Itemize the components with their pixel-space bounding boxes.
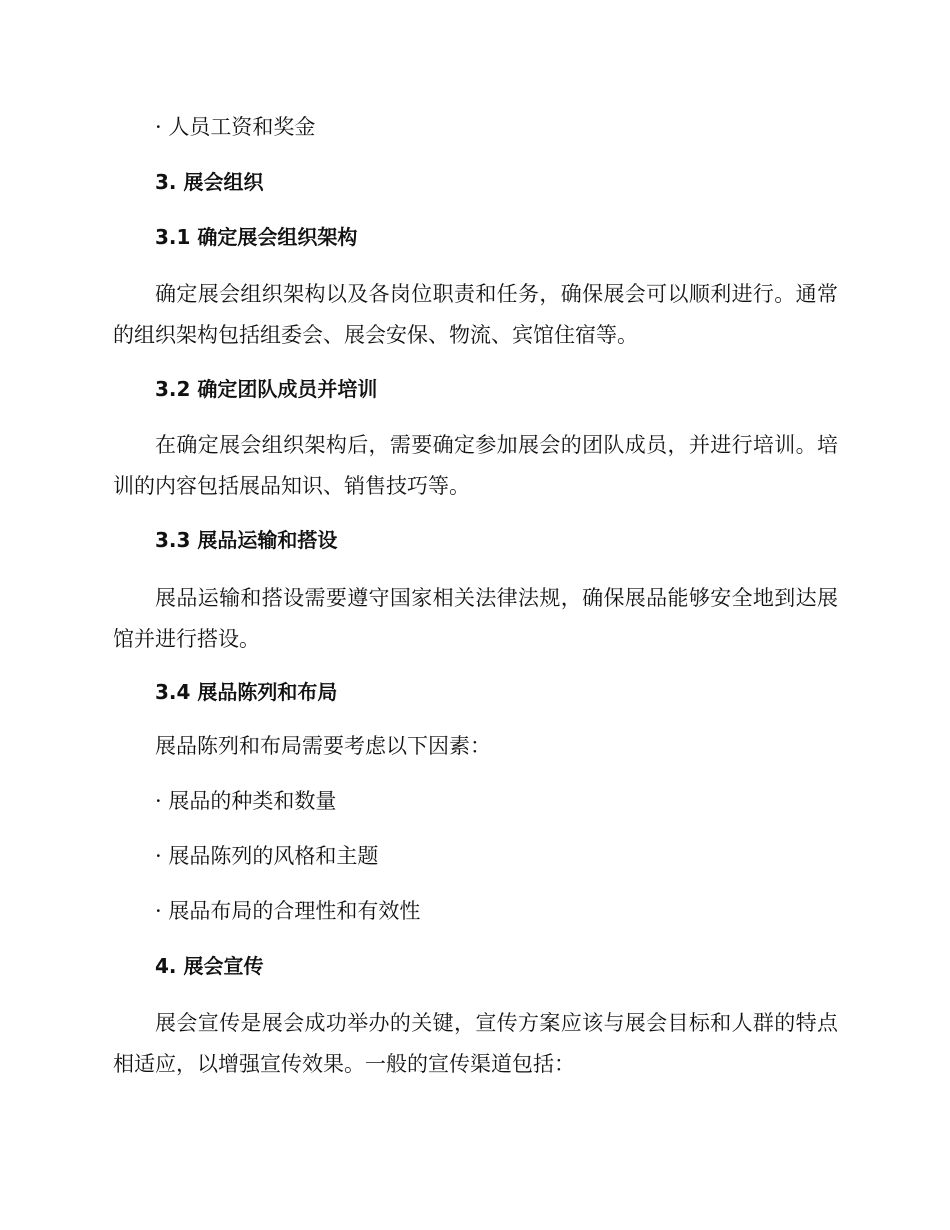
bullet-type-quantity: · 展品的种类和数量 — [155, 789, 337, 813]
heading-exhibition-promotion: 4. 展会宣传 — [155, 954, 264, 978]
paragraph-team-training: 在确定展会组织架构后，需要确定参加展会的团队成员，并进行培训。培训的内容包括展品知识、销售技巧等。 — [113, 433, 838, 498]
heading-team-training: 3.2 确定团队成员并培训 — [155, 377, 378, 401]
paragraph-transport-setup: 展品运输和搭设需要遵守国家相关法律法规，确保展品能够安全地到达展馆并进行搭设。 — [113, 586, 838, 651]
paragraph-organization-structure: 确定展会组织架构以及各岗位职责和任务，确保展会可以顺利进行。通常的组织架构包括组委会、展会安保、物流、宾馆住宿等。 — [113, 282, 838, 347]
heading-exhibition-organization: 3. 展会组织 — [155, 170, 264, 194]
bullet-layout-effectiveness: · 展品布局的合理性和有效性 — [155, 899, 421, 923]
bullet-style-theme: · 展品陈列的风格和主题 — [155, 844, 379, 868]
bullet-salary-bonus: · 人员工资和奖金 — [155, 115, 316, 139]
heading-transport-setup: 3.3 展品运输和搭设 — [155, 528, 338, 552]
paragraph-display-factors: 展品陈列和布局需要考虑以下因素： — [155, 734, 491, 758]
heading-organization-structure: 3.1 确定展会组织架构 — [155, 225, 358, 249]
paragraph-promotion: 展会宣传是展会成功举办的关键，宣传方案应该与展会目标和人群的特点相适应，以增强宣传效果。一般的宣传渠道包括： — [113, 1011, 838, 1076]
heading-display-layout: 3.4 展品陈列和布局 — [155, 680, 338, 704]
